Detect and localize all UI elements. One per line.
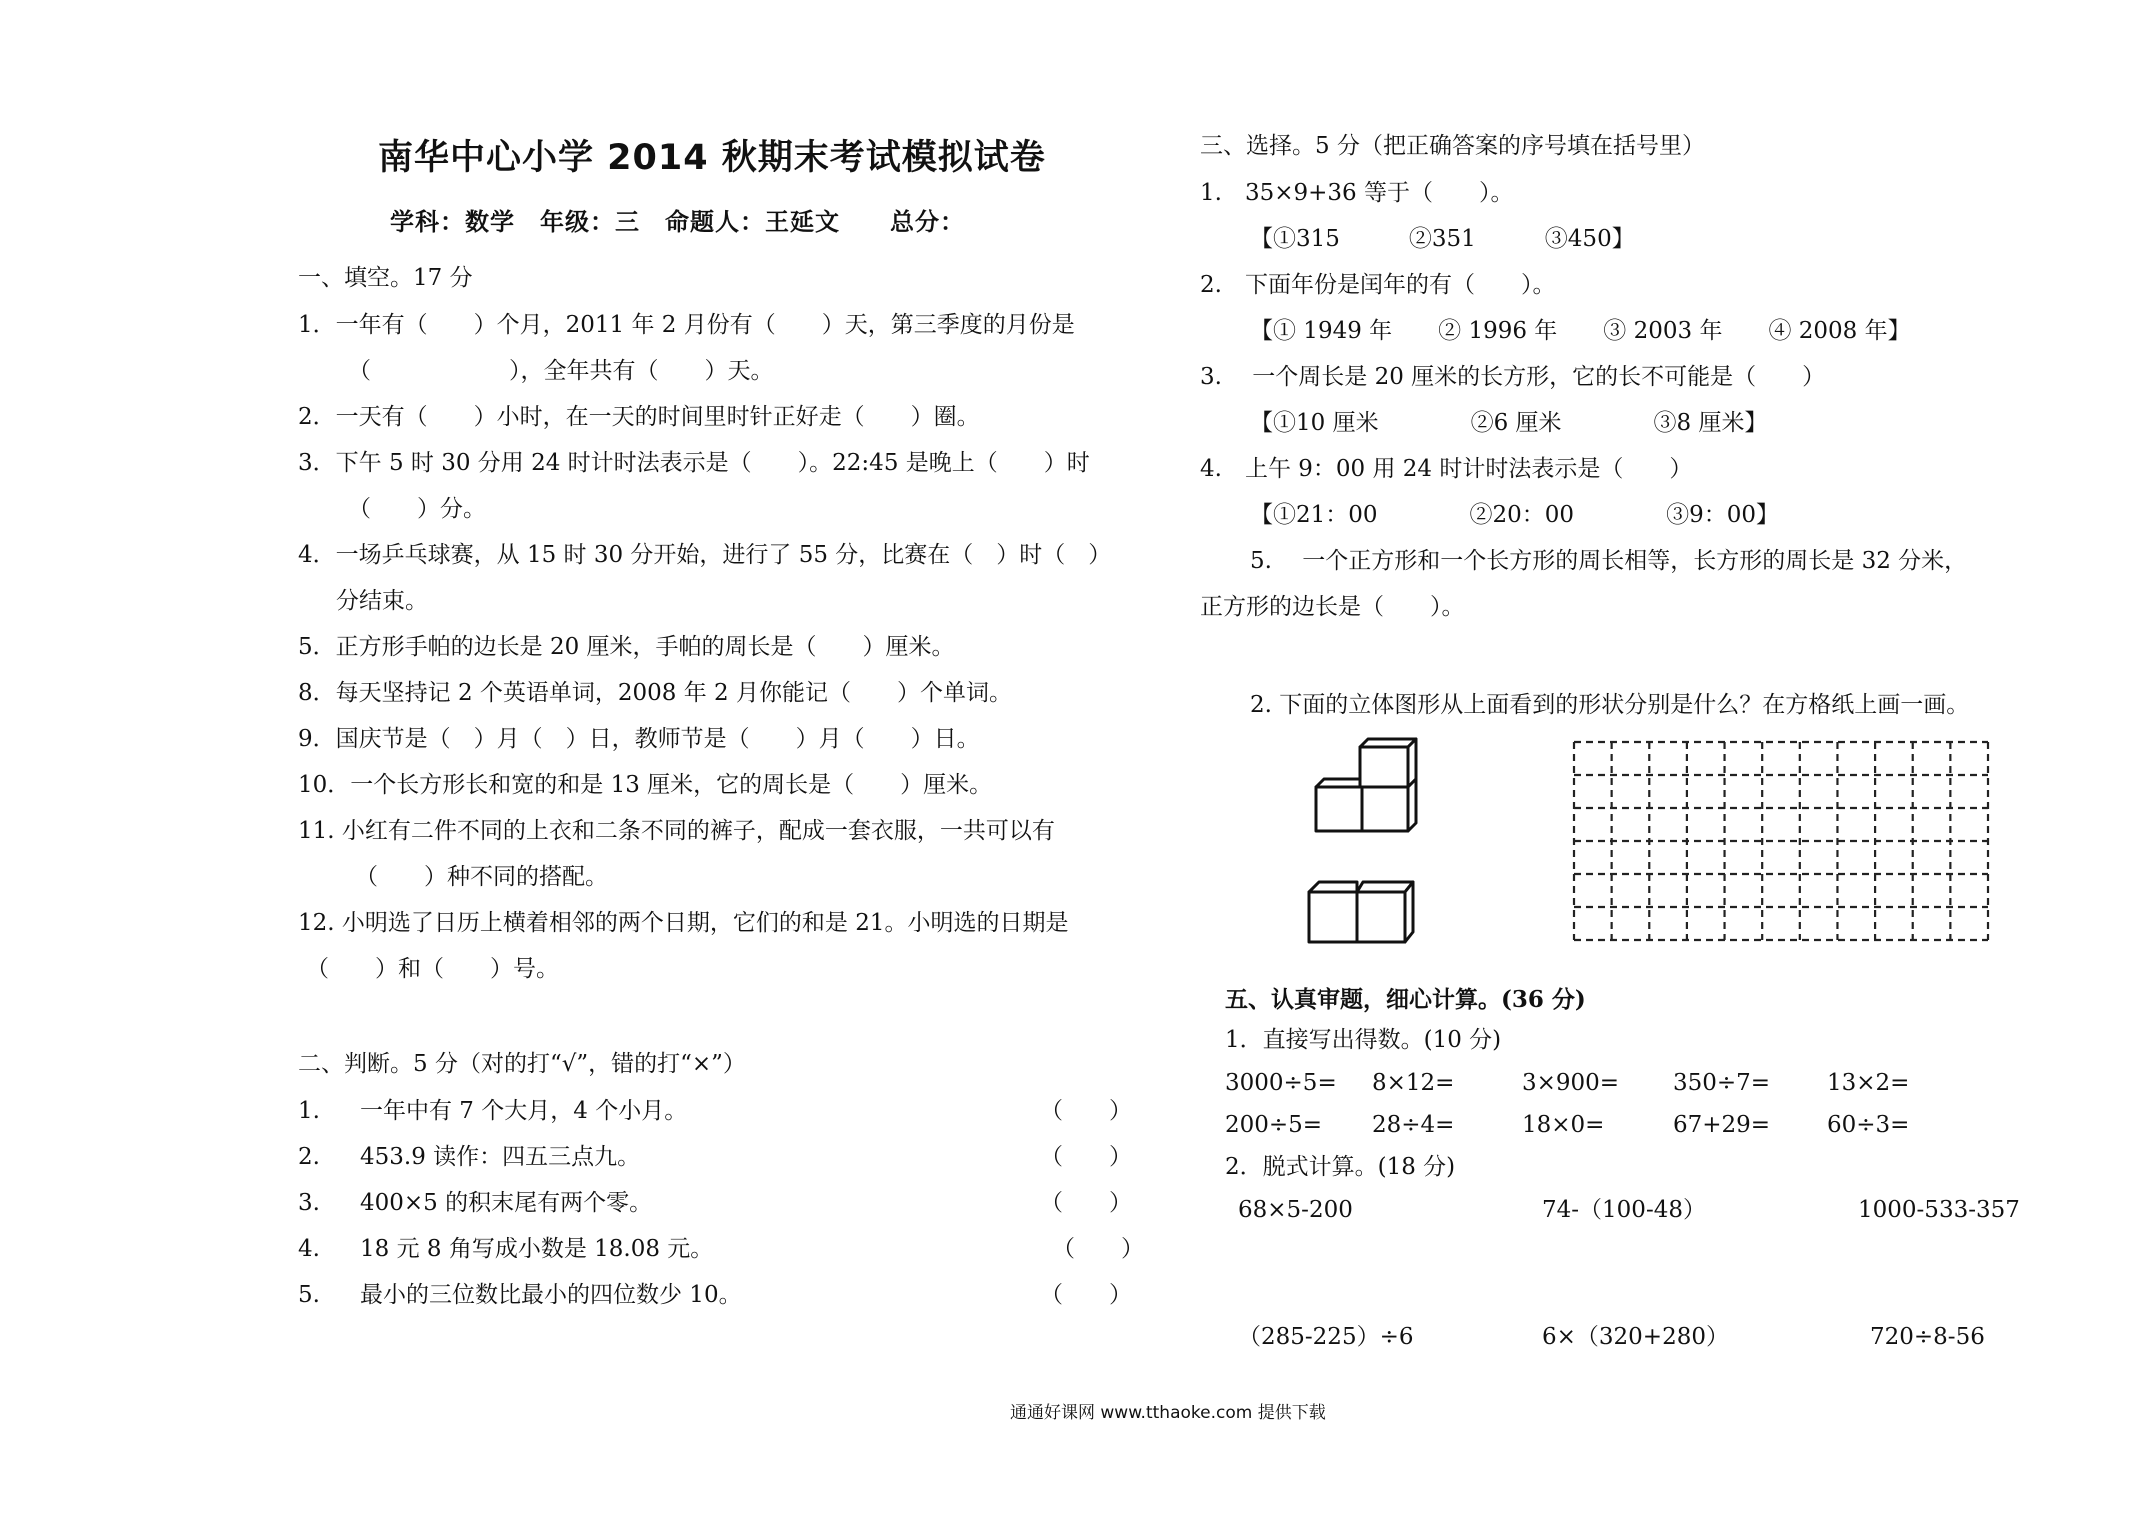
subsection-heading: 2．脱式计算。(18 分)	[1225, 1154, 1456, 1180]
oral-calc-item: 200÷5=	[1225, 1112, 1323, 1138]
question-line: 5．正方形手帕的边长是 20 厘米，手帕的周长是（ ）厘米。	[298, 634, 955, 660]
choice-line: 4. 上午 9：00 用 24 时计时法表示是（ ）	[1200, 456, 1693, 482]
question-line: 9．国庆节是（ ）月（ ）日，教师节是（ ）月（ ）日。	[298, 726, 980, 752]
question-line: 1．一年有（ ）个月，2011 年 2 月份有（ ）天，第三季度的月份是	[298, 312, 1075, 338]
judge-number: 2.	[298, 1144, 320, 1170]
question-line: 分结束。	[336, 588, 428, 614]
choice-line: 2. 下面年份是闰年的有（ ）。	[1200, 272, 1556, 298]
page-subtitle: 学科：数学 年级：三 命题人：王延文 总分：	[390, 208, 965, 236]
oral-calc-item: 350÷7=	[1673, 1070, 1771, 1096]
choice-line: 正方形的边长是（ ）。	[1200, 594, 1465, 620]
judge-number: 3.	[298, 1190, 320, 1216]
step-calc-item: 1000-533-357	[1858, 1197, 2020, 1223]
oral-calc-item: 28÷4=	[1372, 1112, 1455, 1138]
subsection-heading: 1．直接写出得数。(10 分)	[1225, 1027, 1502, 1053]
step-calc-item: （285-225）÷6	[1238, 1324, 1414, 1350]
question-line: （ ）和（ ）号。	[306, 956, 559, 982]
oral-calc-item: 13×2=	[1827, 1070, 1910, 1096]
drawing-question: 2. 下面的立体图形从上面看到的形状分别是什么？在方格纸上画一画。	[1250, 692, 1970, 718]
cube-figure-stacked	[1310, 735, 1430, 835]
choice-options: 【①315 ②351 ③450】	[1250, 226, 1635, 252]
answer-parens: （ ）	[1052, 1236, 1144, 1262]
oral-calc-item: 3×900=	[1522, 1070, 1620, 1096]
judge-text: 18 元 8 角写成小数是 18.08 元。	[360, 1236, 714, 1262]
square-grid-paper	[1572, 740, 1992, 945]
question-line: 4．一场乒乓球赛，从 15 时 30 分开始，进行了 55 分，比赛在（ ）时（ ）	[298, 542, 1112, 568]
section-heading: 三、选择。5 分（把正确答案的序号填在括号里）	[1200, 133, 1705, 159]
step-calc-item: 720÷8-56	[1870, 1324, 1985, 1350]
section-heading: 一、填空。17 分	[298, 265, 473, 291]
choice-line: 1. 35×9+36 等于（ ）。	[1200, 180, 1514, 206]
oral-calc-item: 3000÷5=	[1225, 1070, 1337, 1096]
page-title: 南华中心小学 2014 秋期末考试模拟试卷	[378, 138, 1046, 178]
oral-calc-item: 18×0=	[1522, 1112, 1605, 1138]
question-line: 11. 小红有二件不同的上衣和二条不同的裤子，配成一套衣服，一共可以有	[298, 818, 1055, 844]
judge-text: 400×5 的积末尾有两个零。	[360, 1190, 653, 1216]
answer-parens: （ ）	[1040, 1282, 1132, 1308]
choice-line: 3. 一个周长是 20 厘米的长方形，它的长不可能是（ ）	[1200, 364, 1826, 390]
answer-parens: （ ）	[1040, 1190, 1132, 1216]
judge-text: 453.9 读作：四五三点九。	[360, 1144, 641, 1170]
judge-number: 5.	[298, 1282, 320, 1308]
step-calc-item: 6×（320+280）	[1542, 1324, 1729, 1350]
answer-parens: （ ）	[1040, 1098, 1132, 1124]
section-heading: 二、判断。5 分（对的打“√”，错的打“×”）	[298, 1051, 746, 1077]
cube-figure-row	[1305, 868, 1425, 948]
oral-calc-item: 60÷3=	[1827, 1112, 1910, 1138]
choice-options: 【①10 厘米 ②6 厘米 ③8 厘米】	[1250, 410, 1768, 436]
judge-text: 最小的三位数比最小的四位数少 10。	[360, 1282, 742, 1308]
section-heading: 五、认真审题，细心计算。(36 分)	[1225, 986, 1586, 1013]
oral-calc-item: 8×12=	[1372, 1070, 1455, 1096]
question-line: 2．一天有（ ）小时，在一天的时间里时针正好走（ ）圈。	[298, 404, 980, 430]
question-line: 3．下午 5 时 30 分用 24 时计时法表示是（ ）。22:45 是晚上（ ）时	[298, 450, 1090, 476]
judge-text: 一年中有 7 个大月，4 个小月。	[360, 1098, 688, 1124]
question-line: 8．每天坚持记 2 个英语单词，2008 年 2 月你能记（ ）个单词。	[298, 680, 1012, 706]
answer-parens: （ ）	[1040, 1144, 1132, 1170]
question-line: （ ）种不同的搭配。	[355, 864, 608, 890]
oral-calc-item: 67+29=	[1673, 1112, 1771, 1138]
judge-number: 1.	[298, 1098, 320, 1124]
footer-source: 通通好课网 www.tthaoke.com 提供下载	[1010, 1403, 1326, 1423]
choice-line: 5. 一个正方形和一个长方形的周长相等，长方形的周长是 32 分米，	[1250, 548, 1968, 574]
question-line: （ ），全年共有（ ）天。	[348, 358, 774, 384]
question-line: 12. 小明选了日历上横着相邻的两个日期，它们的和是 21。小明选的日期是	[298, 910, 1069, 936]
question-line: （ ）分。	[348, 496, 486, 522]
choice-options: 【① 1949 年 ② 1996 年 ③ 2003 年 ④ 2008 年】	[1250, 318, 1911, 344]
judge-number: 4.	[298, 1236, 320, 1262]
step-calc-item: 74-（100-48）	[1542, 1197, 1706, 1223]
step-calc-item: 68×5-200	[1238, 1197, 1353, 1223]
question-line: 10．一个长方形长和宽的和是 13 厘米，它的周长是（ ）厘米。	[298, 772, 993, 798]
choice-options: 【①21：00 ②20：00 ③9：00】	[1250, 502, 1779, 528]
